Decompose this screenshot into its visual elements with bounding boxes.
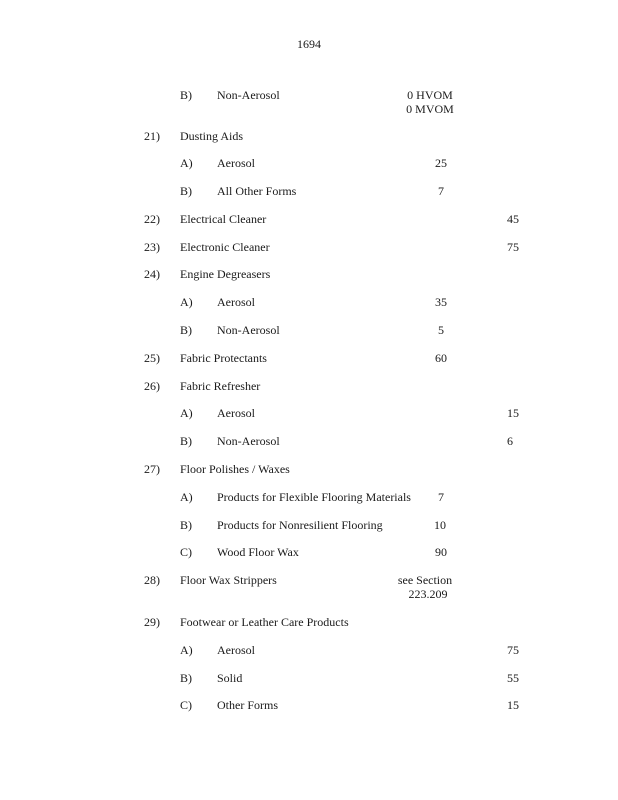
item-value: 15 [507, 698, 519, 712]
item-value: 35 [435, 295, 447, 309]
category-value: see Section [397, 573, 453, 587]
category-number: 21) [144, 129, 160, 143]
item-label: Aerosol [217, 156, 255, 170]
item-value: 0 HVOM [407, 88, 453, 102]
item-letter: B) [180, 671, 192, 685]
item-letter: A) [180, 156, 193, 170]
item-label: Solid [217, 671, 243, 685]
category-number: 26) [144, 379, 160, 393]
item-letter: A) [180, 490, 193, 504]
category-label: Electronic Cleaner [180, 240, 270, 254]
category-value: 223.209 [408, 587, 448, 601]
item-value: 5 [438, 323, 444, 337]
item-value: 7 [438, 184, 444, 198]
category-label: Floor Wax Strippers [180, 573, 277, 587]
item-letter: B) [180, 518, 192, 532]
item-label: All Other Forms [217, 184, 297, 198]
item-letter: B) [180, 434, 192, 448]
category-number: 23) [144, 240, 160, 254]
category-number: 27) [144, 462, 160, 476]
item-label: Non-Aerosol [217, 88, 280, 102]
item-label: Non-Aerosol [217, 434, 280, 448]
item-label: Products for Nonresilient Flooring [217, 518, 383, 532]
item-value: 25 [435, 156, 447, 170]
item-letter: A) [180, 295, 193, 309]
category-label: Engine Degreasers [180, 267, 271, 281]
item-value: 55 [507, 671, 519, 685]
item-letter: A) [180, 406, 193, 420]
item-label: Products for Flexible Flooring Materials [217, 490, 411, 504]
item-value: 10 [434, 518, 446, 532]
category-value: 60 [435, 351, 447, 365]
category-number: 22) [144, 212, 160, 226]
item-value: 90 [435, 545, 447, 559]
item-letter: B) [180, 88, 192, 102]
item-label: Aerosol [217, 295, 255, 309]
item-letter: B) [180, 323, 192, 337]
category-number: 24) [144, 267, 160, 281]
category-label: Electrical Cleaner [180, 212, 267, 226]
item-letter: A) [180, 643, 193, 657]
item-label: Wood Floor Wax [217, 545, 299, 559]
page-number: 1694 [297, 37, 321, 51]
category-label: Floor Polishes / Waxes [180, 462, 290, 476]
item-letter: C) [180, 698, 192, 712]
category-number: 28) [144, 573, 160, 587]
item-value: 75 [507, 643, 519, 657]
category-label: Dusting Aids [180, 129, 244, 143]
item-value: 7 [438, 490, 444, 504]
item-value: 15 [507, 406, 519, 420]
category-label: Footwear or Leather Care Products [180, 615, 349, 629]
category-number: 25) [144, 351, 160, 365]
item-letter: C) [180, 545, 192, 559]
item-label: Other Forms [217, 698, 278, 712]
item-value: 0 MVOM [406, 102, 454, 116]
item-label: Aerosol [217, 643, 255, 657]
item-label: Non-Aerosol [217, 323, 280, 337]
category-value: 45 [507, 212, 519, 226]
item-letter: B) [180, 184, 192, 198]
item-value: 6 [507, 434, 513, 448]
category-value: 75 [507, 240, 519, 254]
category-number: 29) [144, 615, 160, 629]
category-label: Fabric Protectants [180, 351, 267, 365]
item-label: Aerosol [217, 406, 255, 420]
category-label: Fabric Refresher [180, 379, 261, 393]
